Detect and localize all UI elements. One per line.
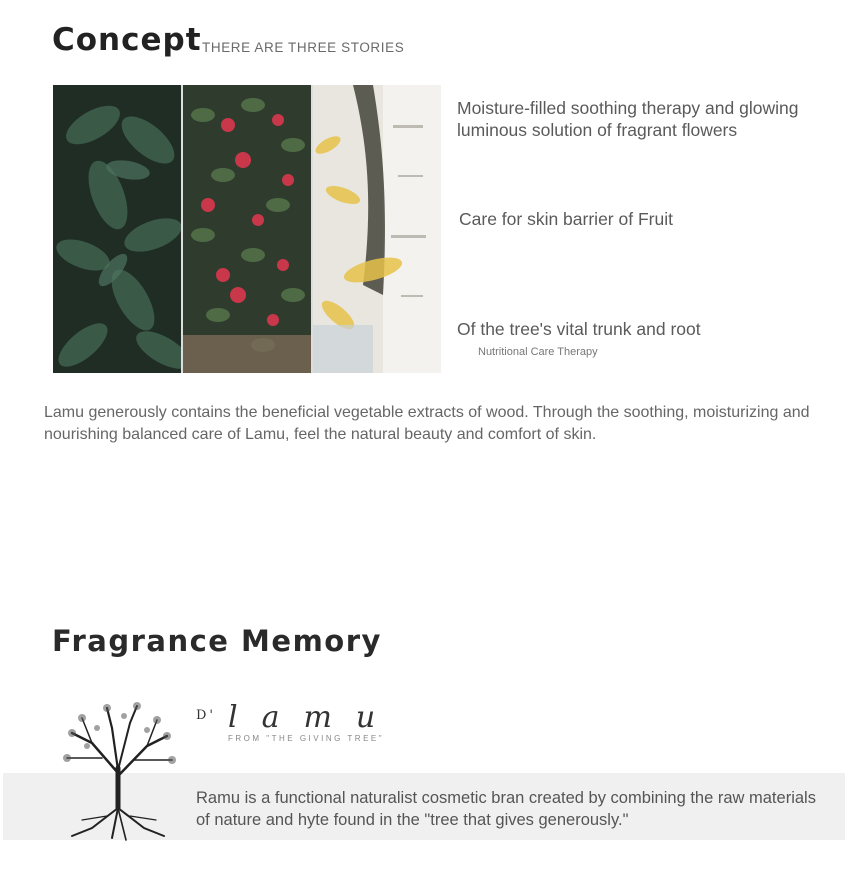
story-tree: Of the tree's vital trunk and root	[457, 319, 701, 339]
concept-subtitle: THERE ARE THREE STORIES	[202, 40, 405, 55]
story-tree-subtitle: Nutritional Care Therapy	[478, 346, 598, 358]
birch-tree-photo	[313, 85, 441, 373]
brand-name: lamu	[228, 700, 400, 735]
photo-strip	[53, 85, 441, 373]
leaves-photo	[53, 85, 181, 373]
brand-description: Ramu is a functional naturalist cosmetic bran created by combining the raw materials of nature and hyte found in the "tree that gives generously."	[196, 789, 816, 829]
story-fruit: Care for skin barrier of Fruit	[459, 209, 673, 229]
brand-prefix: D'	[196, 708, 216, 723]
fragrance-title: Fragrance Memory	[52, 624, 382, 658]
story-flowers: Moisture-filled soothing therapy and glowing luminous solution of fragrant flowers	[457, 98, 799, 140]
concept-title: Concept	[52, 22, 202, 58]
tree-logo-icon	[52, 698, 184, 842]
brand-tagline: FROM "THE GIVING TREE"	[228, 734, 385, 743]
concept-description: Lamu generously contains the beneficial vegetable extracts of wood. Through the soothing, moisturizing and nourishing balanced care of Lamu, feel the natural beauty and comfort of skin.	[44, 404, 810, 443]
camellia-flowers-photo	[183, 85, 311, 373]
